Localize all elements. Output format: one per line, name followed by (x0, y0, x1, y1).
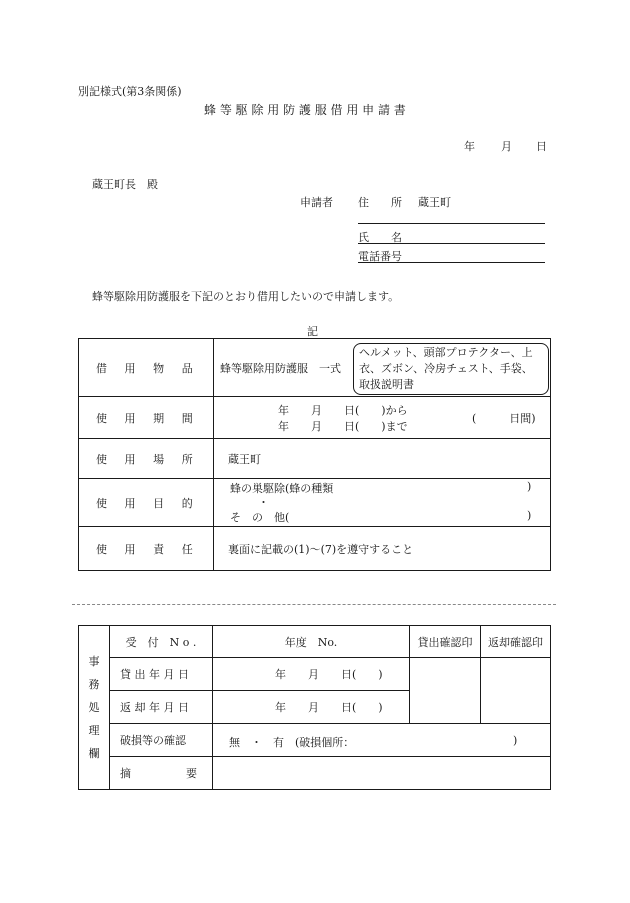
name-label: 氏 名 (358, 231, 402, 244)
responsibility-label: 使 用 責 任 (79, 527, 214, 571)
name-underline (358, 243, 545, 244)
damage-label: 破損等の確認 (110, 724, 213, 757)
loan-date-label: 貸 出 年 月 日 (110, 658, 213, 691)
date-month: 月 (501, 140, 512, 153)
office-use-table (78, 625, 551, 790)
addressee: 蔵王町長 殿 (92, 178, 158, 191)
purpose-dot: ・ (258, 496, 269, 509)
period-end: 年 月 日( )まで (278, 420, 408, 433)
item-detail: ヘルメット、頭部プロテクター、上衣、ズボン、冷房チェスト、手袋、取扱説明書 (353, 343, 549, 395)
period-start: 年 月 日( )から (278, 404, 408, 417)
purpose-bee-nest: 蜂の巣駆除(蜂の種類 (230, 482, 334, 495)
office-side-char-2: 務 (88, 678, 100, 691)
place-value: 蔵王町 (214, 439, 551, 479)
dashed-separator (72, 604, 556, 605)
applicant-label: 申請者 (300, 196, 333, 209)
date-year: 年 (464, 140, 475, 153)
ki-label: 記 (307, 325, 318, 338)
address-value: 蔵王町 (418, 196, 451, 209)
damage-cell (213, 724, 551, 757)
period-days: ( 日間) (472, 412, 536, 425)
form-reference: 別記様式(第3条関係) (78, 85, 182, 98)
office-side-char-3: 処 (88, 701, 100, 714)
return-stamp-area (481, 658, 551, 724)
period-row (79, 397, 551, 439)
damage-value: 無 ・ 有 (破損個所： (229, 736, 355, 749)
receipt-value: 年度 No. (213, 626, 410, 658)
responsibility-row (79, 527, 551, 571)
request-statement: 蜂等駆除用防護服を下記のとおり借用したいので申請します。 (92, 290, 400, 303)
place-row (79, 439, 551, 479)
purpose-other: そ の 他( (230, 511, 290, 524)
purpose-row (79, 479, 551, 527)
purpose-close-1: ) (527, 480, 532, 493)
receipt-label: 受 付 N o . (110, 626, 213, 658)
item-row (79, 339, 551, 397)
purpose-label: 使 用 目 的 (79, 479, 214, 527)
address-label: 住 所 (358, 196, 402, 209)
loan-request-table (78, 338, 551, 571)
period-cell (214, 397, 551, 439)
loan-date-value: 年 月 日( ) (213, 658, 410, 691)
office-side-char-4: 理 (88, 724, 100, 737)
return-date-value: 年 月 日( ) (213, 691, 410, 724)
purpose-close-2: ) (527, 509, 532, 522)
date-day: 日 (536, 140, 547, 153)
place-label: 使 用 場 所 (79, 439, 214, 479)
item-cell (214, 339, 551, 397)
address-underline (358, 223, 545, 224)
remarks-label: 摘 要 (110, 757, 213, 790)
remarks-cell (213, 757, 551, 790)
phone-label: 電話番号 (358, 250, 402, 263)
office-side-char-5: 欄 (88, 747, 100, 760)
loan-stamp-area (410, 658, 481, 724)
purpose-cell (214, 479, 551, 527)
loan-stamp-header: 貸出確認印 (410, 626, 481, 658)
office-side-label (79, 626, 110, 790)
return-date-label: 返 却 年 月 日 (110, 691, 213, 724)
responsibility-value: 裏面に記載の(1)～(7)を遵守すること (214, 527, 551, 571)
return-stamp-header: 返却確認印 (481, 626, 551, 658)
item-label: 借 用 物 品 (79, 339, 214, 397)
office-side-char-1: 事 (88, 655, 100, 668)
document-title: 蜂 等 駆 除 用 防 護 服 借 用 申 請 書 (204, 103, 406, 117)
period-label: 使 用 期 間 (79, 397, 214, 439)
damage-close: ) (513, 734, 518, 747)
item-value: 蜂等駆除用防護服 一式 (220, 362, 341, 375)
phone-underline (358, 262, 545, 263)
